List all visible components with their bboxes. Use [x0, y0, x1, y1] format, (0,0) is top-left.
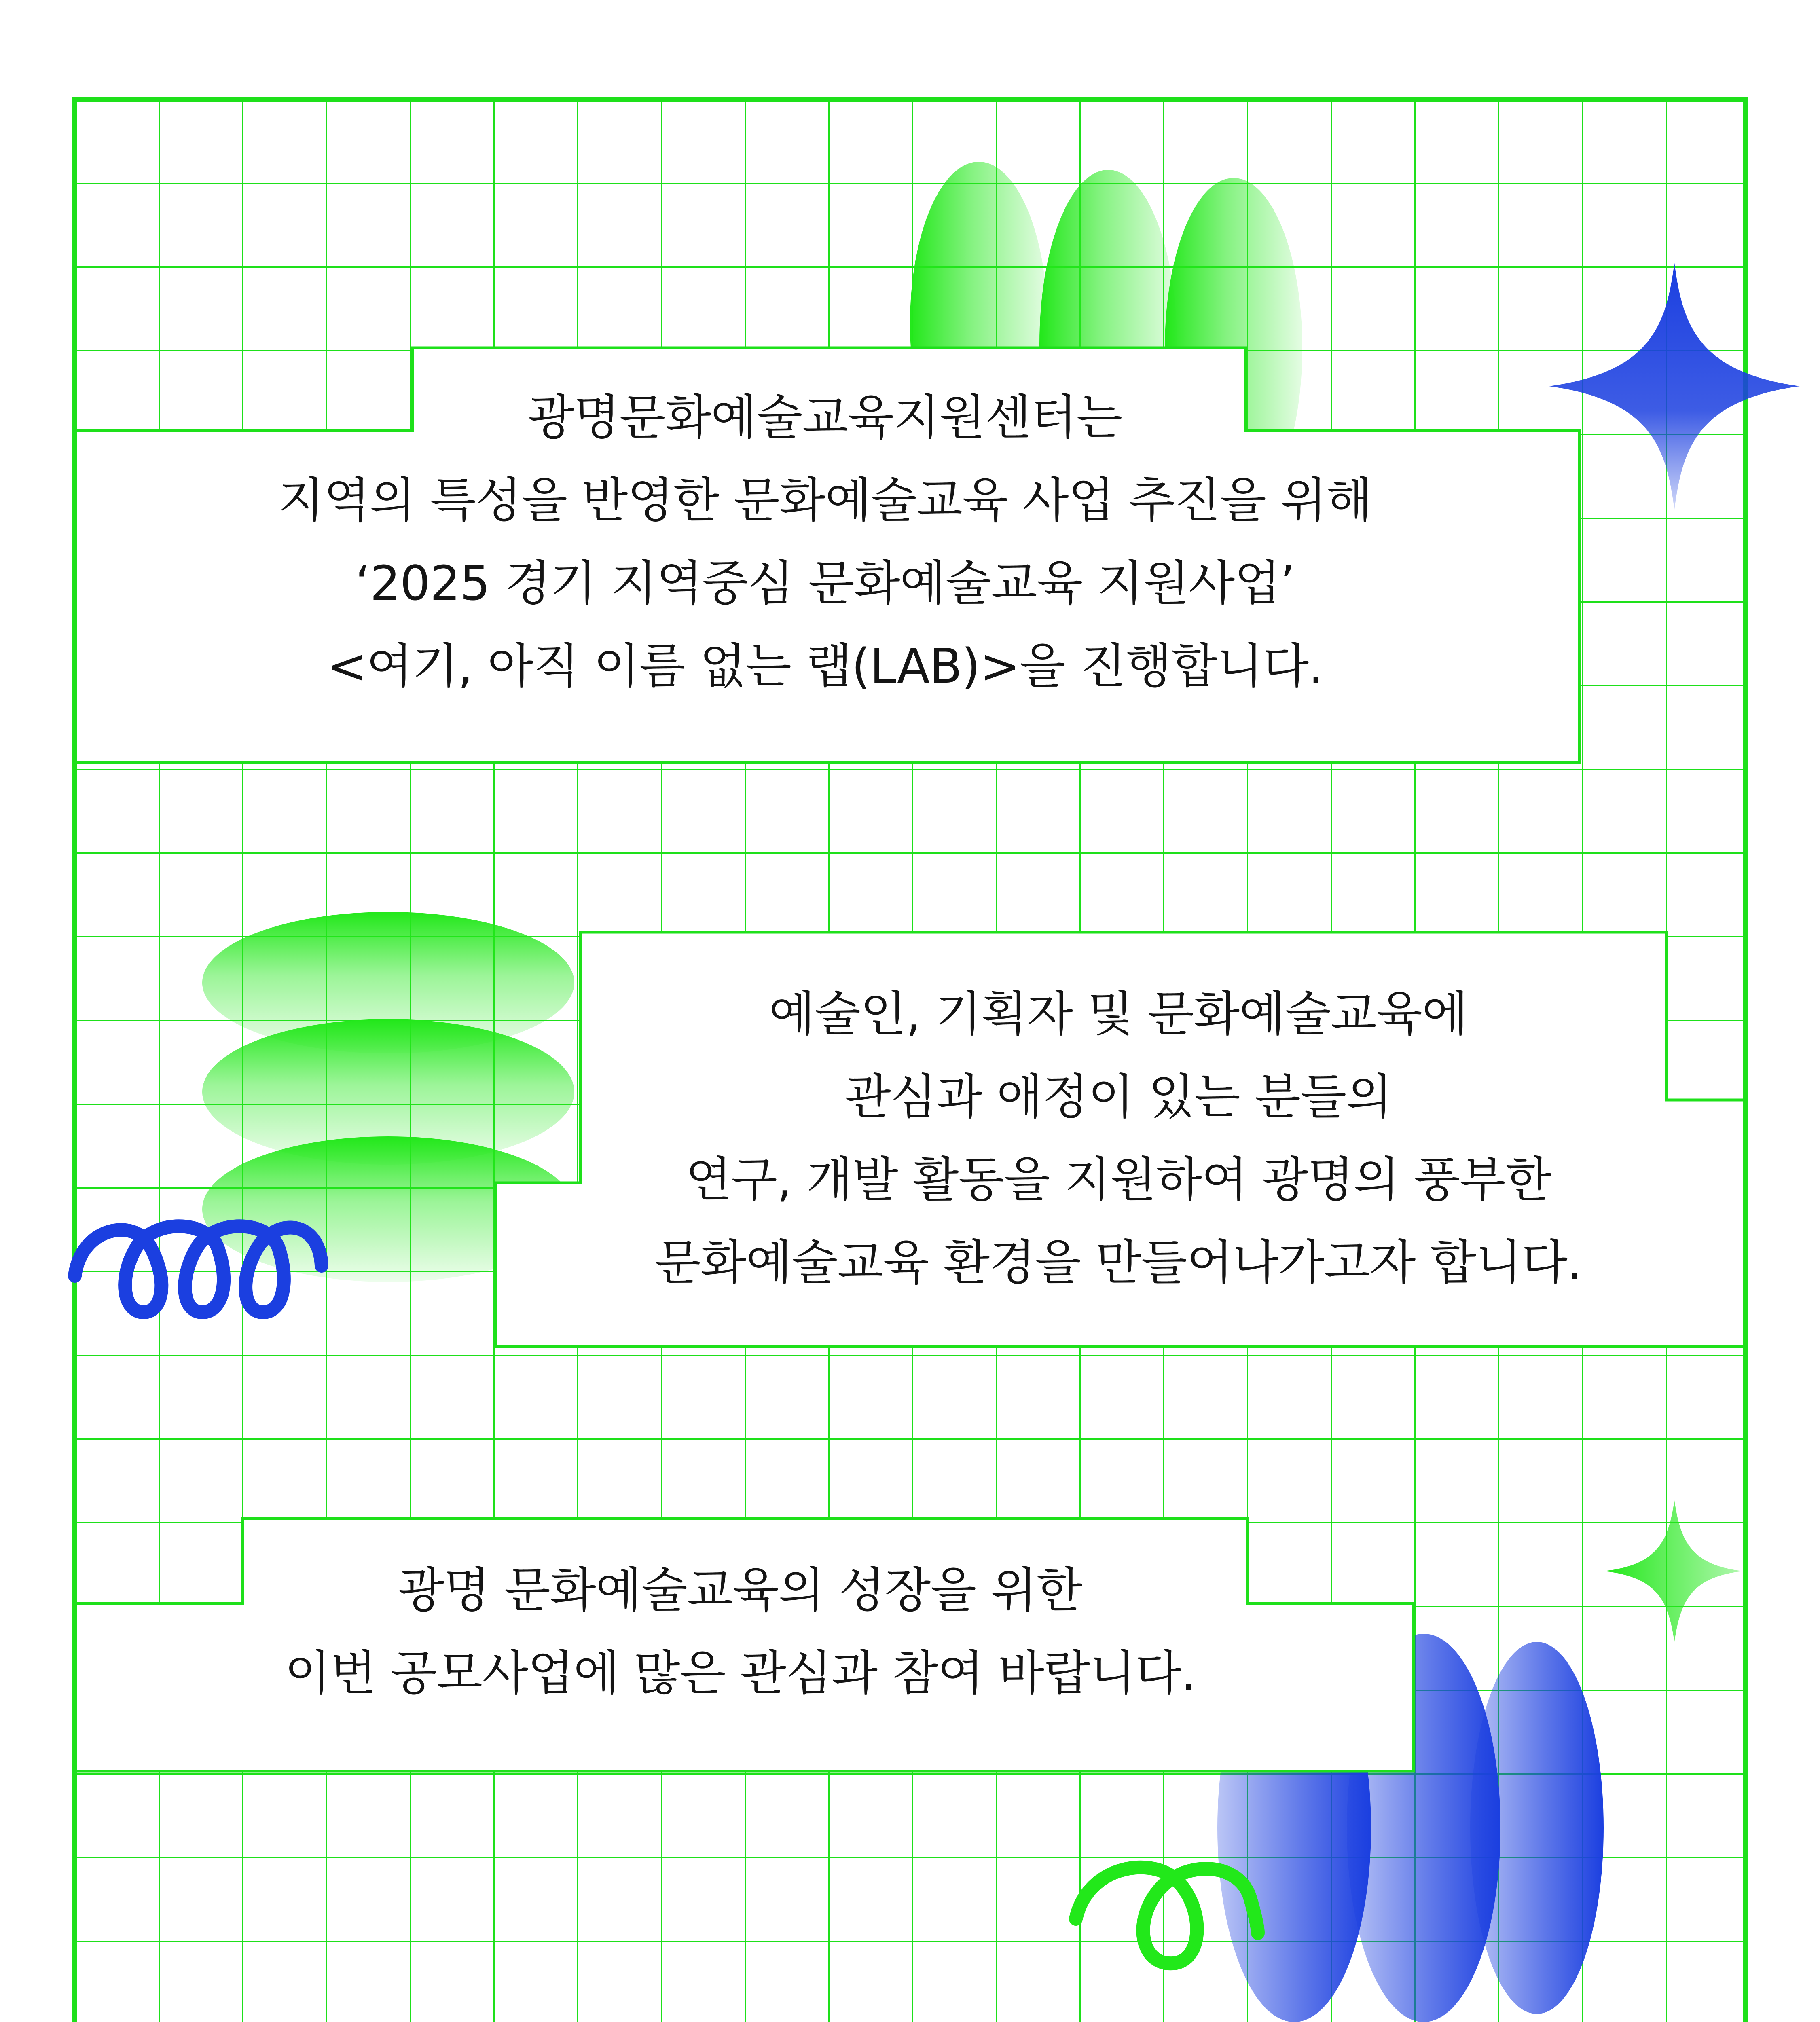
purpose-line-1: 예술인, 기획자 및 문화예술교육에	[769, 986, 1468, 1042]
closing-line-2: 이번 공모사업에 많은 관심과 참여 바랍니다.	[284, 1645, 1196, 1701]
intro-line-4: <여기, 아직 이름 없는 랩(LAB)>을 진행합니다.	[327, 638, 1323, 694]
intro-line-2: 지역의 특성을 반영한 문화예술교육 사업 추진을 위해	[278, 472, 1372, 528]
purpose-message	[497, 973, 1739, 1304]
intro-line-3: ‘2025 경기 지역중심 문화예술교육 지원사업’	[355, 555, 1295, 611]
intro-line-1: 광명문화예술교육지원센터는	[528, 389, 1122, 445]
intro-message	[73, 376, 1577, 708]
purpose-line-4: 문화예술교육 환경을 만들어나가고자 합니다.	[654, 1235, 1582, 1290]
closing-message	[73, 1549, 1407, 1715]
purpose-line-2: 관심과 애정이 있는 분들의	[844, 1069, 1392, 1125]
closing-line-1: 광명 문화예술교육의 성장을 위한	[398, 1562, 1082, 1618]
purpose-line-3: 연구, 개발 활동을 지원하여 광명의 풍부한	[686, 1152, 1551, 1208]
